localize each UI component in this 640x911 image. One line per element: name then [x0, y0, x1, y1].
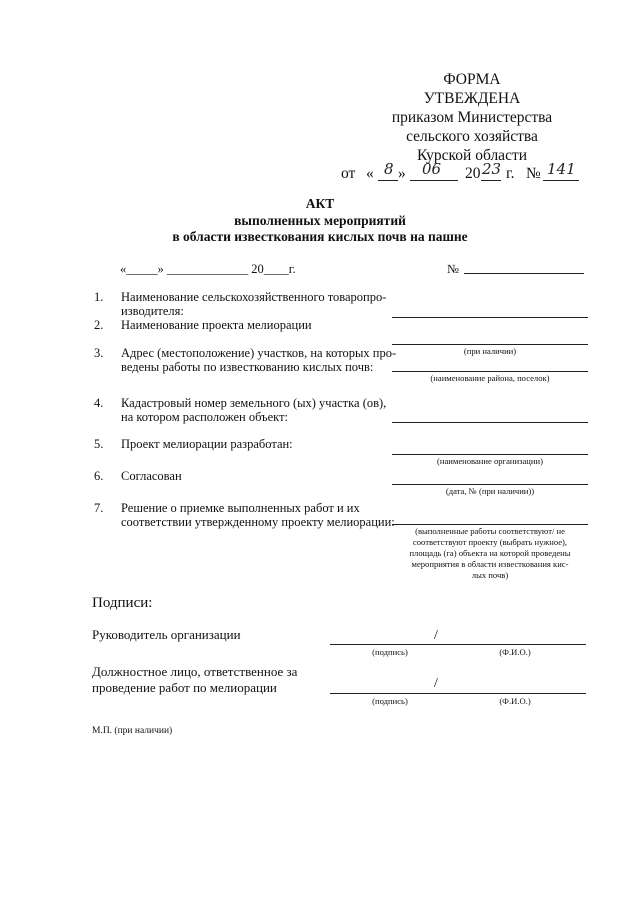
- signature-slash: /: [434, 676, 438, 691]
- year-prefix: 20: [465, 165, 481, 182]
- item-text: Наименование проекта мелиорации: [121, 318, 312, 332]
- item-text: Решение о приемке выполненных работ и их: [121, 501, 360, 515]
- item-text: на котором расположен объект:: [121, 410, 289, 424]
- act-date-template: «_____» _____________ 20____г.: [120, 262, 296, 276]
- order-year: 23: [482, 160, 502, 178]
- item-text: соответствии утвержденному проекту мелиорации:: [121, 515, 395, 529]
- order-day: 8: [384, 160, 394, 178]
- item-number: 2.: [94, 318, 104, 332]
- item-text: Согласован: [121, 469, 182, 483]
- approved-by-line2: сельского хозяйства: [406, 128, 538, 145]
- signature-hint: (подпись): [372, 696, 408, 706]
- act-subtitle-2: в области известкования кислых почв на пашне: [172, 229, 468, 244]
- signatures-heading: Подписи:: [92, 595, 153, 611]
- item-text: изводителя:: [121, 304, 184, 318]
- hint-date-number: (дата, № (при наличии)): [445, 486, 535, 496]
- hint-decision: (выполненные работы соответствуют/ не: [415, 526, 565, 536]
- approved-by-line1: приказом Министерства: [391, 109, 553, 126]
- signature-slash: /: [434, 628, 438, 643]
- approved-by-line3: Курской области: [416, 147, 528, 164]
- item-number: 7.: [94, 501, 104, 515]
- order-date-line: [341, 165, 355, 183]
- act-subtitle-1: выполненных мероприятий: [234, 213, 406, 228]
- item-number: 4.: [94, 396, 104, 410]
- stamp-label: М.П. (при наличии): [92, 726, 173, 736]
- open-quote: «: [366, 165, 374, 182]
- official-label-line1: Должностное лицо, ответственное за: [92, 664, 298, 679]
- item-text: Адрес (местоположение) участков, на которых про-: [121, 346, 397, 360]
- item-number: 5.: [94, 437, 104, 451]
- hint-decision: мероприятия в области известкования кис-: [411, 559, 569, 569]
- signature-hint: (подпись): [372, 647, 408, 657]
- hint-decision: площадь (га) объекта на которой проведены: [409, 548, 571, 558]
- item-text: ведены работы по известкованию кислых почв:: [121, 360, 374, 374]
- official-label-line2: проведение работ по мелиорации: [92, 680, 277, 695]
- form-label: ФОРМА: [443, 71, 501, 88]
- item-text: Наименование сельскохозяйственного товаропро-: [121, 290, 387, 304]
- item-number: 6.: [94, 469, 104, 483]
- approved-label: УТВЕЖДЕНА: [423, 90, 521, 107]
- hint-organization: (наименование организации): [437, 456, 543, 466]
- close-quote: »: [398, 165, 406, 182]
- order-month: 06: [422, 160, 442, 178]
- head-of-organization-label: Руководитель организации: [92, 627, 241, 642]
- item-number: 3.: [94, 346, 104, 360]
- order-number: 141: [547, 160, 576, 178]
- hint-decision: лых почв): [471, 570, 509, 580]
- item-text: Кадастровый номер земельного (ых) участка (ов),: [121, 396, 387, 410]
- number-sign: №: [526, 165, 541, 182]
- item-text: Проект мелиорации разработан:: [121, 437, 293, 451]
- hint-district: (наименование района, поселок): [430, 373, 550, 383]
- year-g: г.: [506, 165, 515, 182]
- ot-label: от: [341, 165, 356, 182]
- item-number: 1.: [94, 290, 104, 304]
- act-number-label: №: [447, 262, 459, 276]
- act-title: АКТ: [305, 196, 335, 211]
- hint-if-available: (при наличии): [463, 346, 517, 356]
- fio-hint: (Ф.И.О.): [499, 647, 531, 657]
- hint-decision: соответствуют проекту (выбрать нужное),: [412, 537, 568, 547]
- fio-hint: (Ф.И.О.): [499, 696, 531, 706]
